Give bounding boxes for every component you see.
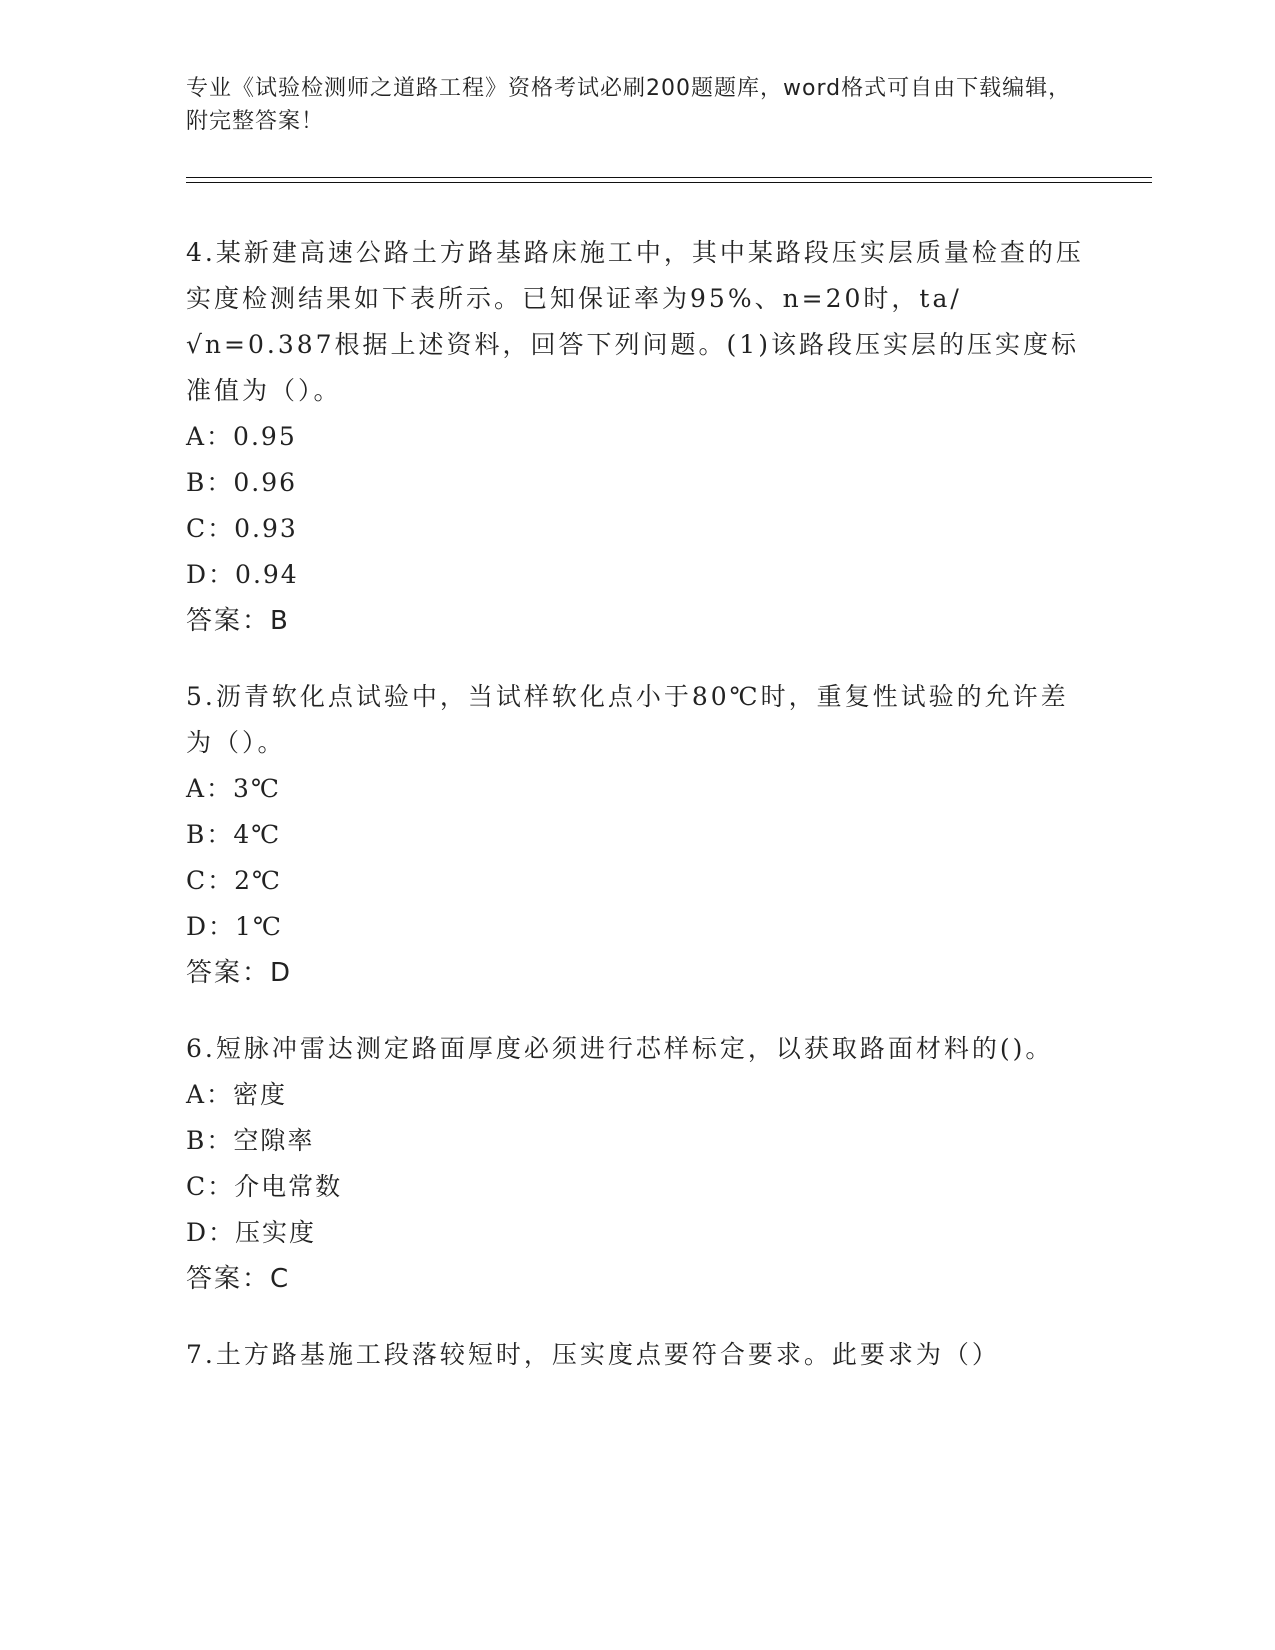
option-d: D：压实度: [186, 1218, 317, 1247]
question-text: 7.土方路基施工段落较短时，压实度点要符合要求。此要求为（）: [186, 1340, 1000, 1369]
option-a: A：3℃: [186, 774, 281, 803]
header-divider-bottom: [186, 182, 1152, 183]
question-7: [186, 1332, 1086, 1378]
question-5: [186, 674, 1086, 996]
question-4: [186, 230, 1086, 644]
option-c: C：2℃: [186, 866, 283, 895]
option-a: A：密度: [186, 1080, 288, 1109]
answer-label: 答案：B: [186, 606, 290, 636]
question-text: 4.某新建高速公路土方路基路床施工中，其中某路段压实层质量检查的压实度检测结果如下表所示。已知保证率为95%、n=20时，ta/√n=0.387根据上述资料，回答下列问题。(1)该路段压实层的压实度标准值为（）。: [186, 238, 1084, 405]
option-c: C：0.93: [186, 514, 298, 543]
option-d: D：1℃: [186, 912, 283, 941]
option-b: B：4℃: [186, 820, 282, 849]
header-divider-top: [186, 177, 1152, 178]
answer-label: 答案：C: [186, 1264, 291, 1294]
question-6: [186, 1026, 1086, 1302]
question-text: 5.沥青软化点试验中，当试样软化点小于80℃时，重复性试验的允许差为（）。: [186, 682, 1069, 757]
document-header: 专业《试验检测师之道路工程》资格考试必刷200题题库，word格式可自由下载编辑，附完整答案！: [186, 76, 1072, 134]
option-b: B：空隙率: [186, 1126, 315, 1155]
option-c: C：介电常数: [186, 1172, 343, 1201]
option-d: D：0.94: [186, 560, 299, 589]
answer-label: 答案：D: [186, 958, 293, 988]
question-list: [186, 230, 1086, 1408]
option-b: B：0.96: [186, 468, 298, 497]
question-text: 6.短脉冲雷达测定路面厚度必须进行芯样标定，以获取路面材料的()。: [186, 1034, 1054, 1063]
option-a: A：0.95: [186, 422, 297, 451]
